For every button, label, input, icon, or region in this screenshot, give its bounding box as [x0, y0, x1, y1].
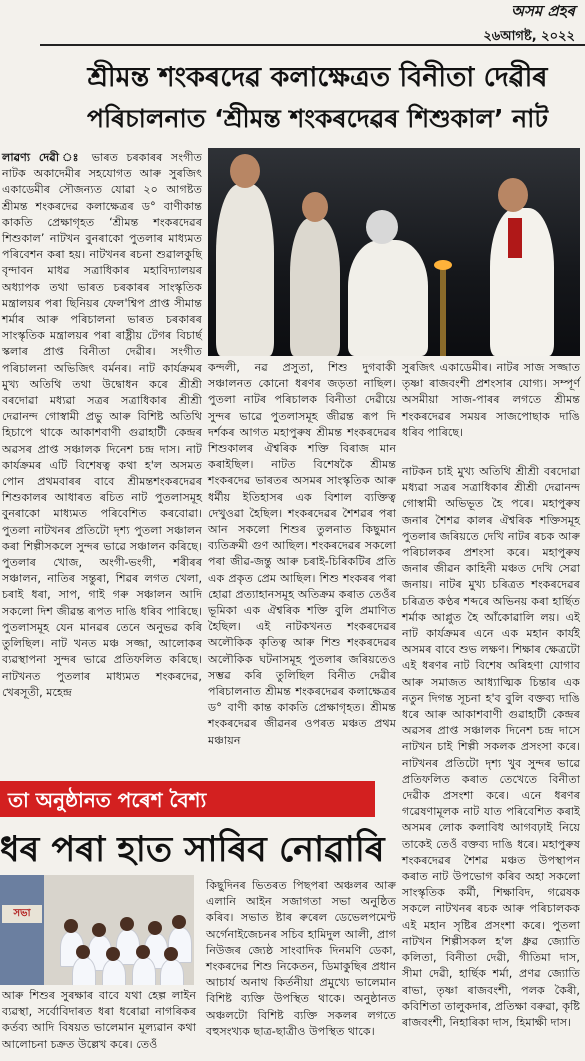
header-rule: [40, 44, 585, 46]
article-column-3-top: [402, 360, 580, 441]
second-story-kicker-band: [0, 781, 375, 817]
students-photo: [0, 875, 194, 985]
newspaper-name: অসম প্ৰহৰ: [511, 2, 575, 20]
article-text-3-top: সুৰজিৎ একাডেমীৰ। নাটৰ সাজ সজ্জাত তৃষ্ণা ৰাজবংশী প্ৰশংসাৰ যোগ্য। সম্পূৰ্ণ অসমীয়া সাজ-পাৰৰ লগতে শ্ৰীমন্ত শংকৰদেৱৰ সময়ৰ সাজপোছাক দাঙি ধৰিব পাৰিছে।: [402, 361, 580, 439]
article-column-1: [2, 150, 202, 701]
banner-backdrop: [0, 875, 44, 985]
student-head: [172, 915, 186, 929]
student: [72, 957, 96, 985]
student: [102, 959, 126, 985]
second-story-headline: ধৰ পৰা হাত সাৰিব নোৱাৰি: [0, 830, 385, 870]
person-3: [348, 240, 428, 356]
issue-date: ২৬আগষ্ট, ২০২২: [483, 29, 575, 44]
person-1-head: [230, 154, 260, 188]
person-2: [290, 218, 340, 356]
banner-sign: সভা: [2, 905, 42, 923]
person-2-head: [302, 192, 328, 222]
student: [160, 959, 184, 985]
byline: লাৱণ্য দেৱী ঃ: [2, 151, 84, 164]
article-text-2: কন্দলী, নৱ প্ৰসুতা, শিশু দুগবাকী সঞ্চালনত কোনো ধৰণৰ জড়তা নাছিল। পুতলা নাটৰ পৰিচালক বিনীতা দেৱীয়ে সুন্দৰ ভাৱে পুতলাসমূহ জীৱন্ত ৰূপ দি দৰ্শকৰ আগত মহাপুৰুষ শ্ৰীমন্ত শংকৰদেৱৰ শিশুকালৰ ঐশ্বৰিক শক্তি বিৰাজ মান কৰাইছিল। নাটত বিশেষকৈ শ্ৰীমন্ত শংকৰদেৱ ভাৰতৰ অসমৰ সাংস্কৃতিক আৰু ধৰ্মীয় ইতিহাসৰ এক বিশাল ব্যক্তিত্ব দেখুওৱা হৈছিল। শংকৰদেৱৰ শৈশৱৰ পৰা আন সকলো শিশুৰ তুলনাত কিছুমান ব্যতিক্ৰমী গুণ আছিল। শংকৰদেৱৰ সকলো পৰা জীৱ-জন্তু আৰু চৰাই-চিৰিকটিৰ প্ৰতি এক প্ৰকৃত প্ৰেম আছিল। শিশু শংকৰৰ পৰা হোৱা প্ৰত্যাহানসমূহ অতিক্ৰম কৰাত তেওঁৰ ভূমিকা এক ঐশ্বৰিক শক্তি বুলি প্ৰমাণিত হৈছিল। এই নাটকখনত শংকৰদেৱৰ অলৌকিক কৃতিত্ব আৰু শিশু শংকৰদেৱৰ অলৌকিক ঘটনাসমূহ পুতলাৰ জৰিয়তেও সম্ভৱ কৰি তুলিছিল বিনীত দেৱীৰ পৰিচালনাত শ্ৰীমন্ত শংকৰদেৱৰ কলাক্ষেত্ৰৰ ড° বাণী কান্ত কাকতি প্ৰেক্ষাগৃহত। শ্ৰীমন্ত শংকৰদেৱৰ জীৱনৰ ওপৰত মঞ্চত প্ৰথম মঞ্চায়ন: [208, 361, 396, 747]
person-4-head: [498, 178, 528, 212]
article-text-1: ভাৰত চৰকাৰৰ সংগীত নাটক অকাদেমীৰ সহযোগত আৰু সুৰজিৎ একাডেমীৰ সৌজন্যত যোৱা ২০ আগষ্টত শ্ৰীমন্ত শংকৰদেৱ কলাক্ষেত্ৰৰ ড° বাণীকান্ত কাকতি প্ৰেক্ষাগৃহত ‘শ্ৰীমন্ত শংকৰদেৱৰ শিশুকাল’ নাটখন বুনৰাকো পুতলাৰ মাধ্যমত পৰিবেশন কৰা হয়। নাটখনৰ ৰচনা শুৱালকুছি বৃন্দাবন মাধৱ সত্ৰাধিকাৰ মহাবিদ্যালয়ৰ অধ্যাপক তথা ভাৰত চৰকাৰৰ সাংস্কৃতিক মন্ত্ৰালয়ৰ পৰা ছিনিয়ৰ ফেল'শ্বিপ প্ৰাপ্ত সীমান্ত শৰ্মাৰ আৰু পৰিচালনা ভাৰত চৰকাৰৰ সাংস্কৃতিক মন্ত্ৰালয়ৰ পৰা ৰাষ্ট্ৰীয় টেগৰ বিচাৰ্ছ স্কলাৰ প্ৰাপ্ত বিনীতা দেৱীৰ। সংগীত পৰিচালনা অভিজিৎ বৰ্মনৰ। নাট কাৰ্যক্ৰমৰ মুখ্য অতিথি তথা উদ্বোধন কৰে শ্ৰীশ্ৰী বৰদোৱা মধ্যৱা সত্ৰৰ সত্ৰাধিকাৰ শ্ৰীশ্ৰী দেৱানন্দ গোস্বামী প্ৰভু আৰু বিশিষ্ট অতিথি হিচাপে থাকে আকাশবাণী গুৱাহাটী কেন্দ্ৰৰ অৱসৰ প্ৰাপ্ত সঞ্চালক দিনেশ চন্দ্ৰ দাস। নাট কাৰ্যক্ৰমৰ এটি বিশেষত্ব কথা হ'ল অসমত পোন প্ৰথমবাৰৰ বাবে শ্ৰীমন্তশংকৰদেৱৰ শিশুকালৰ আধাৰত ৰচিত নাট পুতলাসমূহ বুনৰাকো মাধ্যমত পৰিবেশিত কৰবোৱা। পুতলা নাটখনৰ প্ৰতিটো দৃশ্য পুতলা সঞ্চালন কৰা শিল্পীসকলে সুন্দৰ ভাৱে সঞ্চালন কৰিছে। পুতলাৰ খোজ, অংগী-ভংগী, শৰীৰৰ সঞ্চালন, নাতিৰ সন্তুৰা, শিৱৰ লগত খেলা, চৰাই ধৰা, সাপ, গাই গৰু সঞ্চালন আদি সকলো দিশ জীৱন্ত ৰূপত দাঙি ধৰিব পাৰিছে। পুতলাসমূহ যেন মানৱৰ তেনে অনুভৱ কৰি তুলিছিল। নাট খনত মঞ্চ সজ্জা, আলোকৰ ব্যৱস্থাপনা সুন্দৰ ভাৱে প্ৰতিফলিত কৰিছে। নাটখনত পুতলাৰ মাধ্যমত শংকৰদেৱ, খেৰসূতী, মহেন্দ্ৰ: [2, 151, 202, 699]
lamp-stand: [440, 268, 446, 356]
gamosa-scarf: [508, 218, 522, 258]
student-head: [64, 919, 78, 933]
headline-line-1: শ্ৰীমন্ত শংকৰদেৱ কলাক্ষেত্ৰত বিনীতা দেৱীৰ: [87, 62, 548, 93]
second-story-column-mid: [206, 878, 396, 1040]
article-text-3: নাটকন চাই মুখ্য অতিথি শ্ৰীশ্ৰী বৰদোৱা মধ্যৱা সত্ৰৰ সত্ৰাধিকাৰ শ্ৰীশ্ৰী দেৱানন্দ গোস্বামী অভিভূত হৈ পৰে। মহাপুৰুষ জনাৰ শৈশৱ কালৰ ঐশ্বৰিক শক্তিসমূহ পুতলাৰ জৰিয়তে দেখি নাটৰ ৰচক আৰু পৰিচালকৰ প্ৰশংসা কৰে। মহাপুৰুষ জনাৰ জীৱন কাহিনী মঞ্চত দেখি সেৱা জনায়। নাটৰ মুখ্য চৰিত্ৰত শংকৰদেৱৰ চৰিত্ৰত কণ্ঠৰ শব্দৰে অভিনয় কৰা হাৰ্ছিত শৰ্মাক আপ্লুত হৈ আঁকোৱালি লয়। এই নাট কাৰ্যক্ৰমৰ এনে এক মহান কাৰ্যই অসমৰ বাবে শুভ লক্ষণ। শিক্ষাৰ ক্ষেত্ৰটো এই ধৰণৰ নাট বিশেষ অৰিহণা যোগাব আৰু সমাজত আধ্যাত্মিক চিন্তাৰ এক নতুন দিগন্ত সূচনা হ'ব বুলি বক্তব্য দাঙি ধৰে আৰু আকাশবাণী গুৱাহাটী কেন্দ্ৰৰ অৱসৰ প্ৰাপ্ত সঞ্চালক দিনেশ চন্দ্ৰ দাসে নাটখন চাই শিল্পী সকলক প্ৰসংসা কৰে। নাটখনৰ প্ৰতিটো দৃশ্য খুব সুন্দৰ ভাৱে প্ৰতিফলিত কৰাত তেখেতে বিনীতা দেৱীক প্ৰসংশা কৰে। এনে ধৰণৰ গৱেষণামূলক নাট যাত পৰিবেশিত কৰাই অসমৰ লোক কলাবিধ আগবঢ়াই নিয়ে তাকেই তেওঁ বক্তব্য দাঙি ধৰে। মহাপুৰুষ শংকৰদেৱৰ শৈশৱ মঞ্চত উপস্থাপন কৰাত নাট উপভোগ কৰিব অহা সকলো সাংস্কৃতিক কৰ্মী, শিক্ষাবিদ, গৱেষক সকলে নাটখনৰ ৰচক আৰু পৰিচালকক এই মহান সৃষ্টিৰ প্ৰসংশা কৰে। পুতলা নাটখন শিল্পীসকল হ'ল ধ্ৰুৱ জ্যোতি কলিতা, বিনীতা দেৱী, গীতিমা দাস, সীমা দেৱী, হাৰ্ছিক শৰ্মা, প্ৰণৱ জ্যোতি ৰাভা, তৃষ্ণা ৰাজবংশী, পলক কৈৰী, কবিশিতা তালুকদাৰ, প্ৰতিক্ষা বৰুৱা, কৃষ্টি ৰাজবংশী, নিহাৰিকা দাস, হিমাক্ষী দাস।: [402, 465, 580, 1029]
person-4: [490, 208, 554, 356]
student-head: [106, 947, 120, 961]
student: [132, 957, 156, 985]
student-head: [120, 917, 134, 931]
headline-line-2: পৰিচালনাত ‘শ্ৰীমন্ত শংকৰদেৱৰ শিশুকাল’ নাট: [86, 104, 549, 133]
lamp-flame: [434, 260, 452, 270]
second-story-text-mid: কিছুদিনৰ ভিতৰত পিছপৰা অঞ্চলৰ আৰু এলানি আইন সজাগতা সভা অনুষ্ঠিত কৰিব। সভাত ষ্টাৰ ৰুৰেল ডেভেলপমেণ্ট অৰ্গেনাইজেচনৰ সচিব হামিদুল আলী, প্ৰাগ নিউজৰ জ্যেষ্ঠ সাংবাদিক দিনমণি ডেকা, শংকৰদেৱ শিশু নিকেতন, ডিমাকুছিৰ প্ৰধান আচাৰ্য অনাথ কিৰ্তনীয়া প্ৰমুখ্যে ভালেমান বিশিষ্ট ব্যক্তি উপস্থিত থাকে। অনুষ্ঠানত অঞ্চলটো বিশিষ্ট ব্যক্তি সকলৰ লগতে বহুসংখ্যক ছাত্ৰ-ছাত্ৰীও উপস্থিত থাকে।: [206, 879, 396, 1038]
student-head: [76, 945, 90, 959]
article-column-3: [402, 464, 580, 1031]
event-photo: [208, 148, 580, 356]
second-story-text-left: আৰু শিশুৰ সুৰক্ষাৰ বাবে যথা হেল্প লাইন ব্যৱস্থা, সৰ্বোবিদাৰত ধৰা ধৰোৱা নাগৰিকৰ কৰ্তব্য আদি বিষয়ত ভালেমান মূল্যৱান কথা আলোচনা চক্ৰত উল্লেখ কৰে। তেওঁ: [2, 989, 196, 1051]
student-head: [92, 923, 106, 937]
student-head: [148, 921, 162, 935]
student-head: [136, 945, 150, 959]
student-head: [164, 947, 178, 961]
person-3-head: [366, 210, 398, 244]
article-column-2: [208, 360, 396, 749]
second-story-kicker: তা অনুষ্ঠানত পৰেশ বৈশ্য: [8, 788, 207, 812]
person-1: [216, 184, 274, 356]
second-story-column-left: [2, 988, 196, 1053]
masthead: [483, 0, 575, 48]
